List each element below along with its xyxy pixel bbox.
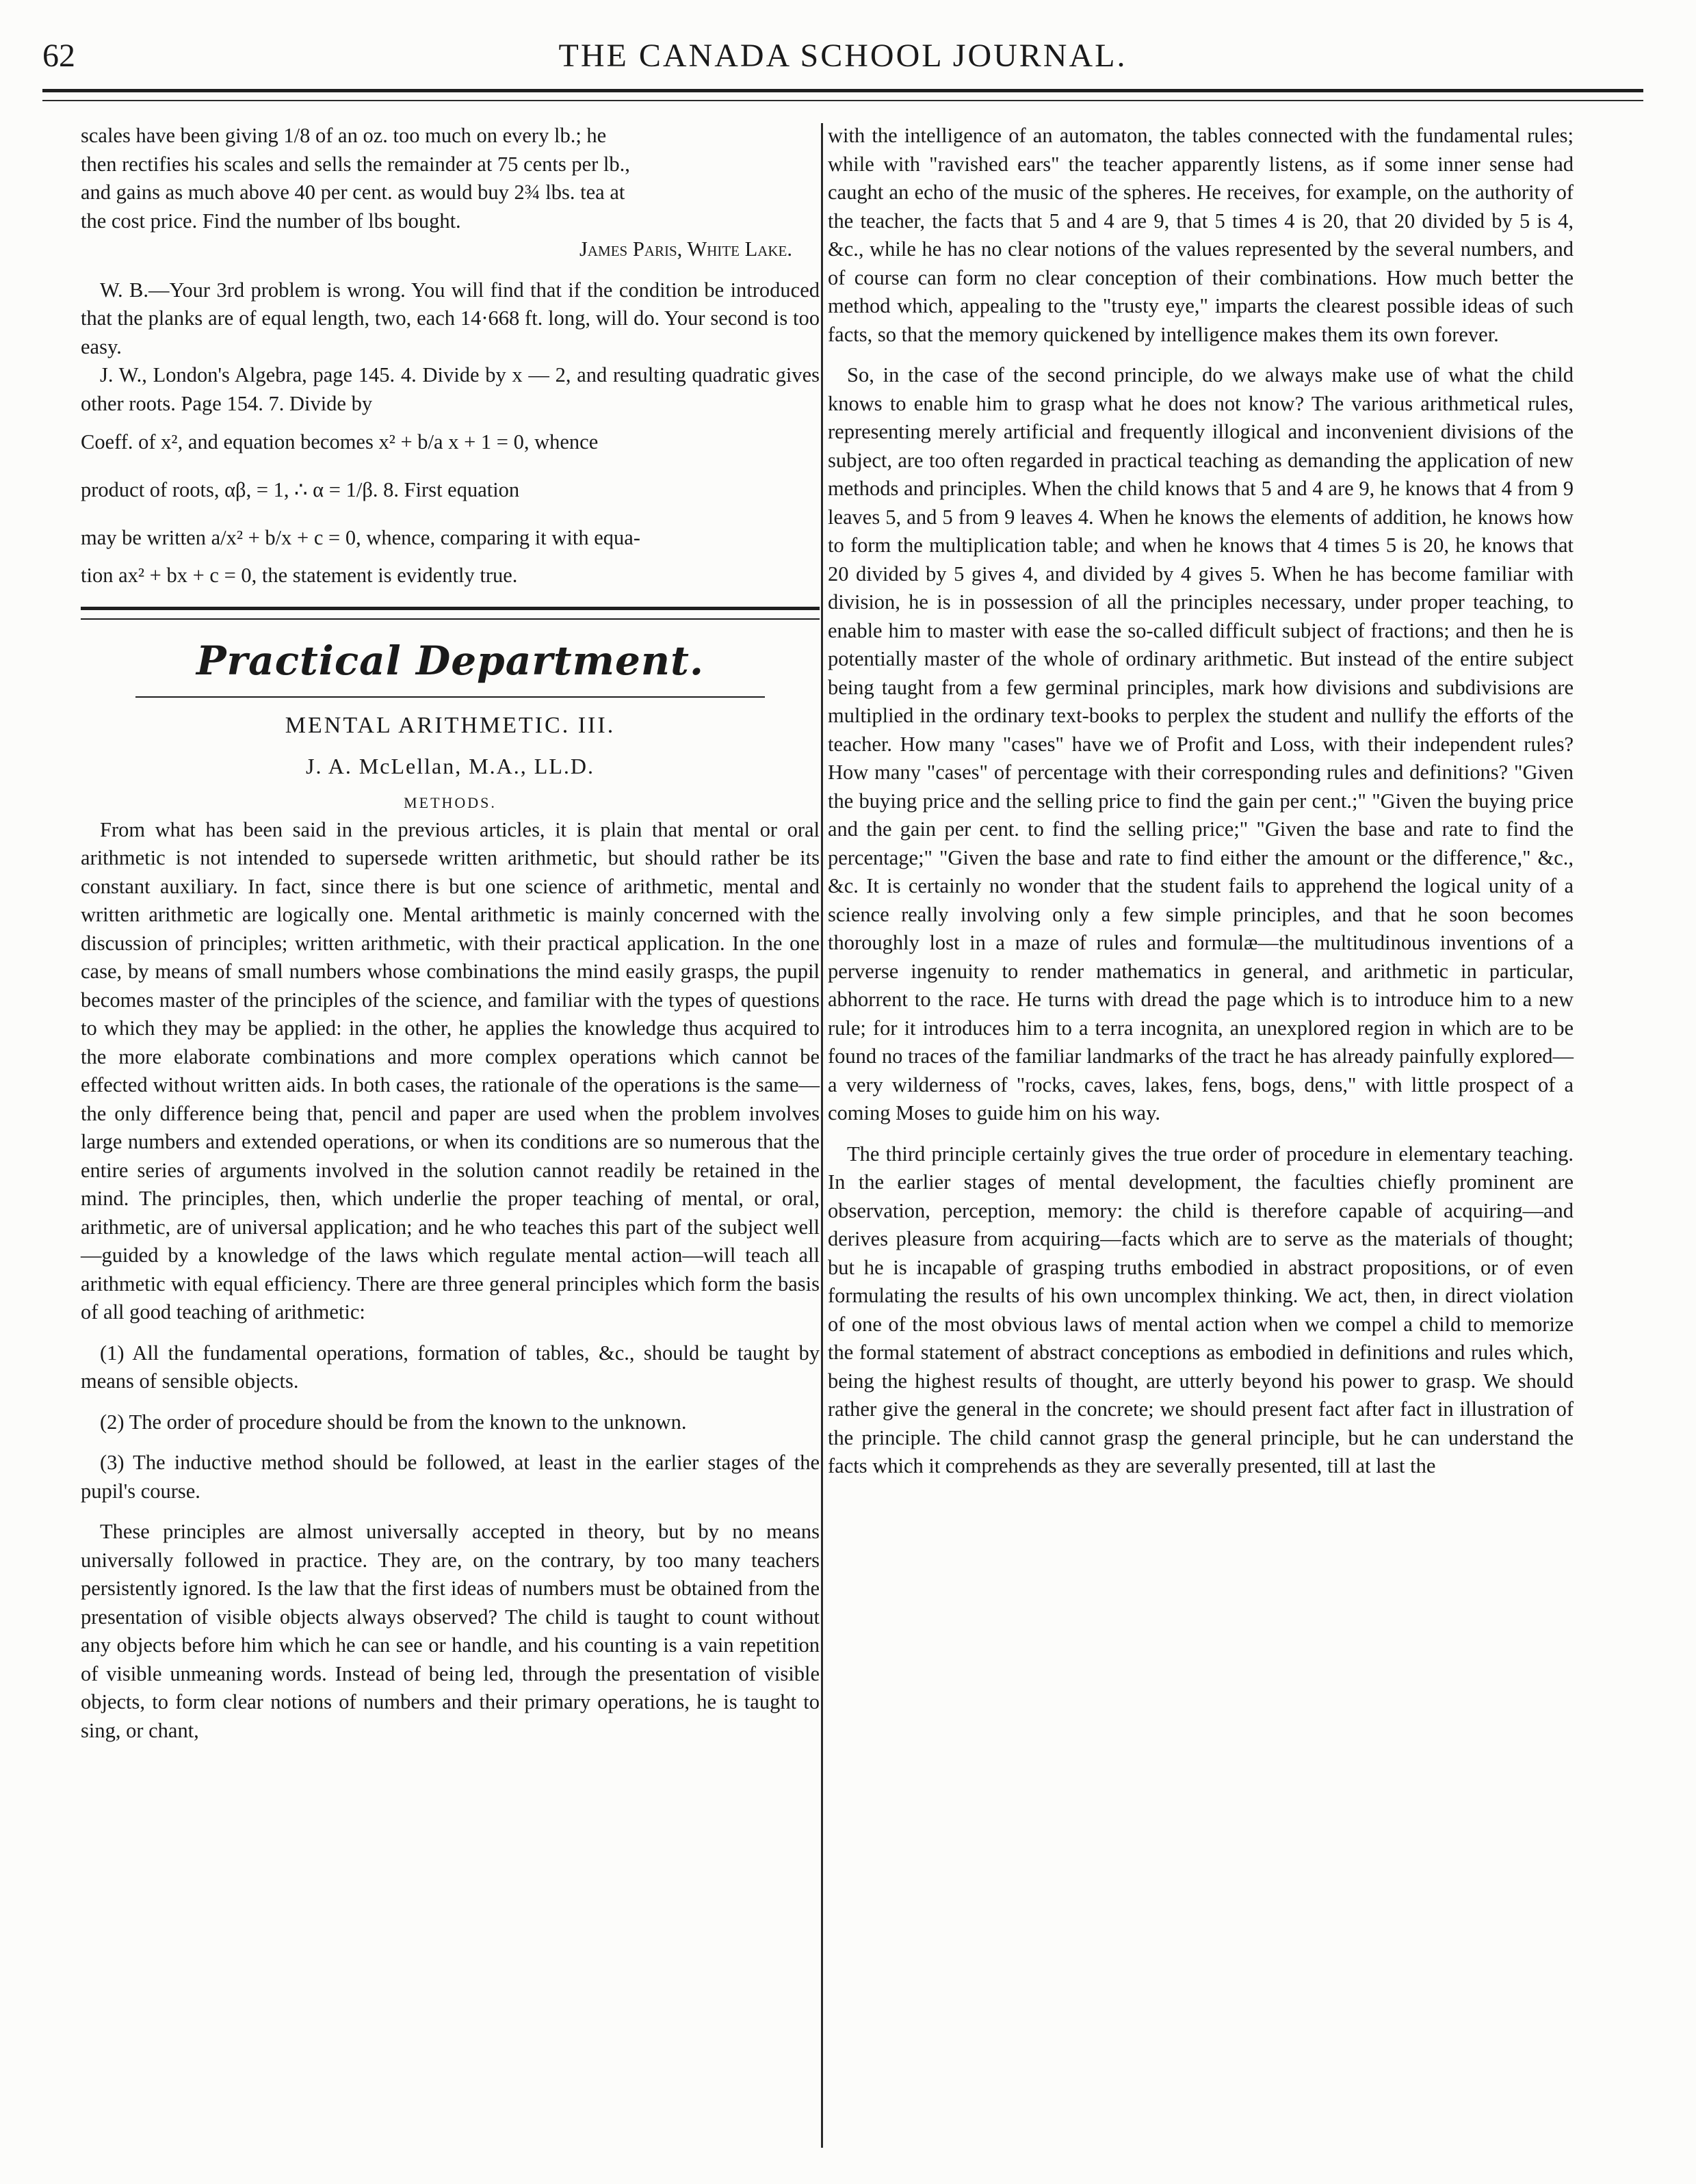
answer-paragraph: J. W., London's Algebra, page 145. 4. Divide by x — 2, and resulting quadratic gives other roots. Page 154. 7. Divide by bbox=[81, 363, 820, 415]
department-rule bbox=[135, 696, 765, 698]
section-double-rule bbox=[81, 607, 820, 620]
section-heading: METHODS. bbox=[404, 793, 497, 811]
header-rule-thick bbox=[42, 89, 1643, 92]
body-paragraph: These principles are almost universally accepted in theory, but by no means universally followed in practice. They are, on the contrary, by too many teachers persistently ignored. Is the law that the first ideas of numbers must be obtained from the presentation of visible objects always observed? The child is taught to count without any objects before him which he can see or handle, and his counting is a vain repetition of visible unmeaning words. Instead of being led, through the presentation of visible objects, to form clear notions of numbers and their primary operations, he is taught to sing, or chant, bbox=[81, 1520, 820, 1742]
body-paragraph: So, in the case of the second principle, do we always make use of what the child knows to enable him to grasp what he does not know? The various arithmetical rules, representing merely artificial and frequently illogical and inconvenient divisions of the subject, are too often regarded in practical teaching as demanding the application of new methods and principles. When the child knows that 5 and 4 are 9, he knows that 4 from 9 leaves 5, and 5 from 9 leaves 4. When he knows the elements of addition, he knows how to form the multiplication table; and when he knows that 4 times 5 is 20, he knows that 20 divided by 5 gives 4, and divided by 4 gives 5. When he has become familiar with division, he is in possession of all the principles necessary, under proper teaching, to enable him to master with ease the so-called difficult subject of fractions; and then he is potentially master of the whole of ordinary arithmetic. But instead of the entire subject being taught from a few germinal principles, mark how divisions and subdivisions are multiplied in the ordinary text-books to perplex the student and nullify the efforts of the teacher. How many "cases" have we of Profit and Loss, with their independent rules? How many "cases" of percentage with their corresponding rules and definitions? "Given the buying price and the selling price to find the gain per cent.;" "Given the buying price and the gain per cent. to find the selling price;" "Given the base and rate to find the percentage;" "Given the base and rate to find either the amount or the difference," &c., &c. It is certainly no wonder that the student fails to apprehend the logical unity of a science really involving only a few simple principles, and that he soon becomes thoroughly lost in a maze of rules and formulæ—the multitudinous inventions of a perverse ingenuity to render mathematics in general, and arithmetic in particular, abhorrent to the race. He turns with dread the page which is to introduce him to a new rule; for it introduces him to a terra incognita, an unexplored region in which are to be found no traces of the familiar landmarks of the tract he has already painfully explored—a very wilderness of "rocks, caves, lakes, fens, bogs, dens," with little prospect of a coming Moses to guide him on his way. bbox=[828, 363, 1574, 1124]
problem-line: the cost price. Find the number of lbs bought. bbox=[81, 209, 461, 233]
page-number: 62 bbox=[42, 38, 75, 74]
formula-line: tion ax² + bx + c = 0, the statement is evidently true. bbox=[81, 564, 518, 587]
right-column bbox=[828, 122, 1574, 1481]
body-paragraph: (1) All the fundamental operations, formation of tables, &c., should be taught by means of sensible objects. bbox=[81, 1341, 820, 1393]
problem-line: and gains as much above 40 per cent. as would buy 2¾ lbs. tea at bbox=[81, 181, 625, 204]
department-title: Practical Department. bbox=[196, 637, 705, 684]
body-paragraph: From what has been said in the previous articles, it is plain that mental or oral arithmetic is not intended to supersede written arithmetic, but should rather be its constant auxiliary. In fact, since there is but one science of arithmetic, mental and written arithmetic are logically one. Mental arithmetic is mainly concerned with the discussion of principles; written arithmetic, with their practical application. In the one case, by means of small numbers whose combinations the mind easily grasps, the pupil becomes master of the principles of the science, and familiar with the types of questions to which they may be applied: in the other, he applies the knowledge thus acquired to the more elaborate combinations and more complex operations which cannot be effected without written aids. In both cases, the rationale of the operations is the same—the only difference being that, pencil and paper are used when the problem involves large numbers and extended operations, or when its conditions are so numerous that the entire series of arguments involved in the solution cannot readily be retained in the mind. The principles, then, which underlie the proper teaching of mental, or oral, arithmetic, are of universal application; and he who teaches this part of the subject well—guided by a knowledge of the laws which regulate mental action—will teach all arithmetic with equal efficiency. There are three general principles which form the basis of all good teaching of arithmetic: bbox=[81, 817, 820, 1324]
answer-paragraph: W. B.—Your 3rd problem is wrong. You will find that if the condition be introduced that the planks are of equal length, two, each 14·668 ft. long, will do. Your second is too easy. bbox=[81, 278, 820, 358]
journal-title: THE CANADA SCHOOL JOURNAL. bbox=[558, 38, 1127, 74]
problem-line: then rectifies his scales and sells the remainder at 75 cents per lb., bbox=[81, 152, 630, 176]
header-rule-thin bbox=[42, 100, 1643, 101]
formula-line: may be written a/x² + b/x + c = 0, whence, comparing it with equa- bbox=[81, 526, 640, 549]
body-paragraph: with the intelligence of an automaton, the tables connected with the fundamental rules; while with "ravished ears" the teacher apparently listens, as if some inner sense had caught an echo of the music of the spheres. He receives, for example, on the authority of the teacher, the facts that 5 and 4 are 9, that 5 times 4 is 20, that 20 divided by 5 is 4, &c., while he has no clear notions of the values represented by the several numbers, and of course can form no clear conception of their combinations. How much better the method which, appealing to the "trusty eye," imparts the clearest possible ideas of such facts, so that the memory quickened by intelligence makes them its own forever. bbox=[828, 124, 1574, 346]
formula-line: product of roots, αβ, = 1, ∴ α = 1/β. 8. First equation bbox=[81, 478, 520, 501]
left-column bbox=[81, 122, 820, 1745]
body-paragraph: The third principle certainly gives the true order of procedure in elementary teaching. In the earlier stages of mental development, the faculties chiefly prominent are observation, perception, memory: the child is therefore capable of acquiring—and derives pleasure from acquiring—facts which are to serve as the materials of thought; but he is incapable of grasping truths embodied in abstract propositions, or of even formulating the results of his own uncomplex thinking. We act, then, in direct violation of one of the most obvious laws of mental action when we compel a child to memorize the formal statement of abstract conceptions as embodied in definitions and rules which, being the highest results of thought, are utterly beyond his power to grasp. We should rather give the general in the concrete; we should present fact after fact in illustration of the principle. The child cannot grasp the general principle, but he can understand the facts which it comprehends as they are severally presented, till at last the bbox=[828, 1142, 1574, 1477]
formula-line: Coeff. of x², and equation becomes x² + b/a x + 1 = 0, whence bbox=[81, 430, 599, 453]
body-paragraph: (3) The inductive method should be followed, at least in the earlier stages of the pupil's course. bbox=[81, 1451, 820, 1503]
article-author: J. A. McLellan, M.A., LL.D. bbox=[306, 753, 595, 778]
problem-line: scales have been giving 1/8 of an oz. too much on every lb.; he bbox=[81, 124, 607, 147]
column-divider bbox=[821, 123, 823, 2148]
body-paragraph: (2) The order of procedure should be from the known to the unknown. bbox=[100, 1410, 687, 1434]
article-title: MENTAL ARITHMETIC. III. bbox=[285, 712, 616, 738]
page-header bbox=[42, 27, 1643, 82]
problem-signature: James Paris, White Lake. bbox=[579, 237, 792, 261]
